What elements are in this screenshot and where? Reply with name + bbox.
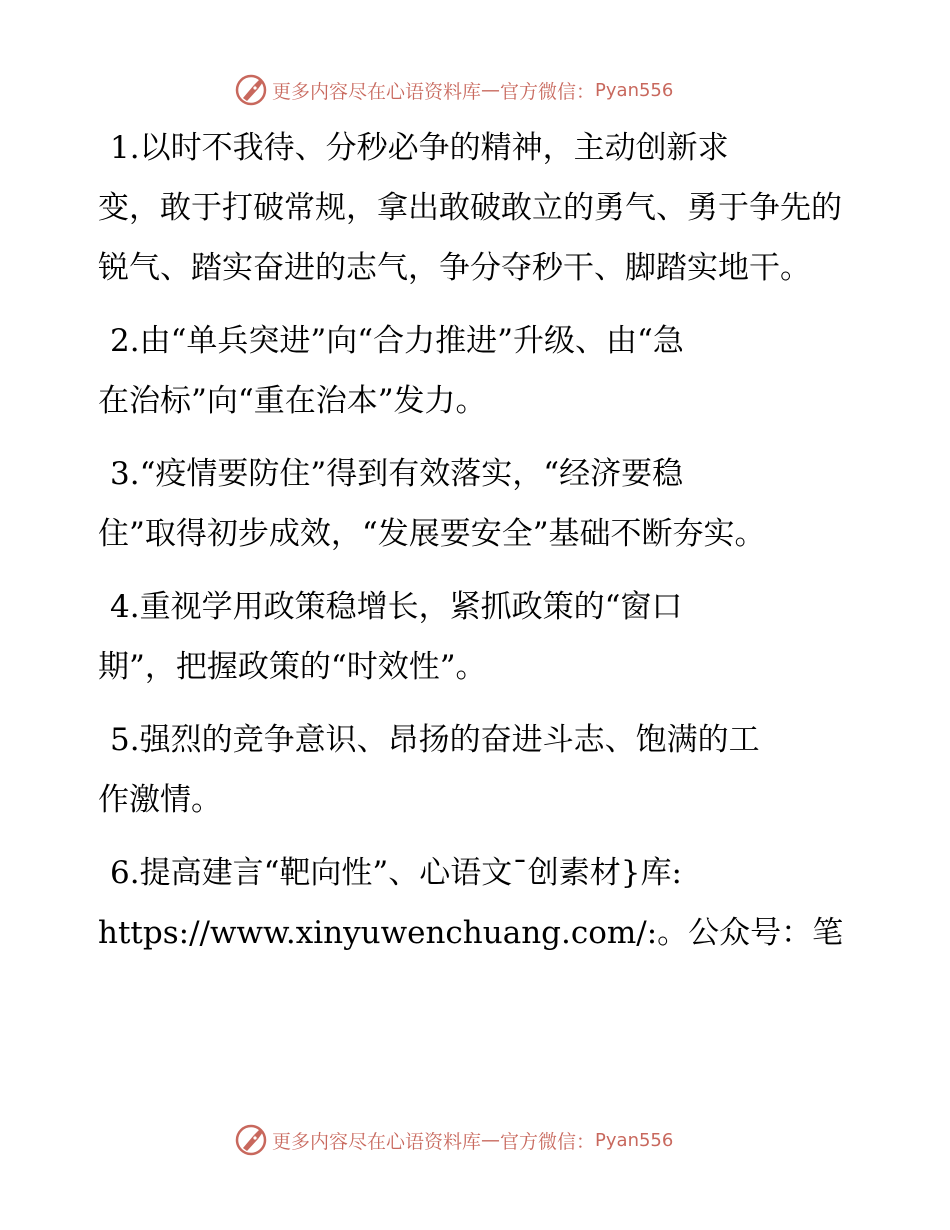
paragraph-first-line: 4.重视学用政策稳增长，紧抓政策的“窗口 [110, 589, 683, 625]
paragraph-6 [98, 843, 858, 963]
watermark-wechat-id: Pyan556 [595, 79, 674, 101]
paragraph-first-line: 3.“疫情要防住”得到有效落实，“经济要稳 [110, 456, 684, 492]
pen-nib-logo-icon [234, 73, 268, 107]
watermark-wechat-label: 官方微信： [500, 80, 596, 103]
header-watermark [234, 72, 714, 108]
paragraph-3 [98, 444, 858, 564]
paragraph-first-line: 2.由“单兵突进”向“合力推进”升级、由“急 [110, 323, 684, 359]
watermark-wechat-label: 官方微信： [500, 1130, 596, 1153]
paragraph-2 [98, 311, 858, 431]
paragraph-continuation: 期”，把握政策的“时效性”。 [98, 649, 487, 685]
paragraph-first-line: 5.强烈的竞争意识、昂扬的奋进斗志、饱满的工 [110, 722, 760, 758]
paragraph-1 [98, 118, 858, 298]
paragraph-continuation: 作激情。 [98, 782, 222, 818]
watermark-text: 更多内容尽在心语资料库 [272, 80, 482, 103]
document-body [98, 118, 858, 976]
paragraph-first-line: 1.以时不我待、分秒必争的精神，主动创新求 [110, 130, 729, 166]
footer-watermark [234, 1122, 714, 1158]
paragraph-continuation: 住”取得初步成效，“发展要安全”基础不断夯实。 [98, 516, 766, 552]
pen-nib-logo-icon [234, 1123, 268, 1157]
watermark-dash: — [481, 1129, 501, 1151]
paragraph-continuation: 变，敢于打破常规，拿出敢破敢立的勇气、勇于争先的锐气、踏实奋进的志气，争分夺秒干、脚踏实地干。 [98, 190, 842, 286]
watermark-text: 更多内容尽在心语资料库 [272, 1130, 482, 1153]
watermark-wechat-id: Pyan556 [595, 1129, 674, 1151]
paragraph-first-line: 6.提高建言“靶向性”、心语文¯创素材}库: [110, 855, 682, 891]
watermark-dash: — [481, 79, 501, 101]
paragraph-continuation: 在治标”向“重在治本”发力。 [98, 383, 487, 419]
paragraph-4 [98, 577, 858, 697]
paragraph-continuation: https://www.xinyuwenchuang.com/:。公众号：笔 [98, 915, 844, 951]
paragraph-5 [98, 710, 858, 830]
